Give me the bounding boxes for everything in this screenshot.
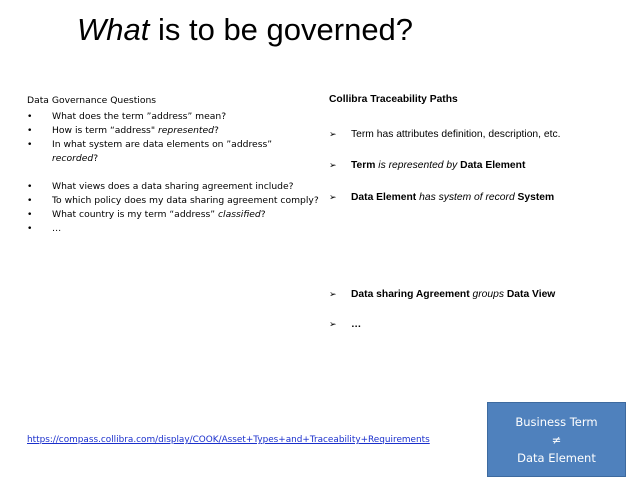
arrow-bullet-icon: ➢ (329, 192, 337, 202)
path-item (329, 190, 554, 205)
callout-line-3: Data Element (517, 451, 596, 465)
bullet-icon: • (27, 111, 33, 122)
question-item (27, 180, 319, 194)
path-ellipsis: … (351, 319, 362, 330)
question-text: To which policy does my data sharing agreement comply? (52, 195, 319, 206)
path-relation: is represented by (375, 160, 461, 171)
title-rest: is to be governed? (149, 12, 414, 47)
bullet-icon: • (27, 181, 33, 192)
question-item (27, 222, 319, 236)
slide-title (77, 12, 413, 48)
question-text: … (52, 223, 62, 234)
callout-line-1: Business Term (515, 415, 598, 429)
question-item (27, 124, 319, 138)
question-text: ? (93, 153, 99, 164)
path-item (329, 158, 525, 173)
path-relation: groups (469, 289, 507, 300)
arrow-bullet-icon: ➢ (329, 160, 337, 170)
arrow-bullet-icon: ➢ (329, 319, 337, 329)
path-subject: Data Element (351, 192, 417, 203)
governance-questions (27, 94, 319, 236)
business-term-callout (487, 402, 626, 477)
bullet-icon: • (27, 223, 33, 234)
question-emphasis: classified (217, 209, 261, 220)
bullet-icon: • (27, 125, 33, 136)
bullet-icon: • (27, 195, 33, 206)
arrow-bullet-icon: ➢ (329, 289, 337, 299)
question-emphasis: recorded (52, 153, 94, 164)
title-emphasis: What (77, 12, 150, 47)
question-text: How is term “address" (52, 125, 158, 136)
bullet-icon: • (27, 139, 33, 150)
traceability-requirements-link[interactable]: https://compass.collibra.com/display/COOK/Asset+Types+and+Traceability+Requirements (27, 435, 430, 445)
question-text: What does the term ”address” mean? (52, 111, 227, 122)
bullet-icon: • (27, 209, 33, 220)
paths-heading: Collibra Traceability Paths (329, 94, 458, 105)
question-item (27, 138, 319, 166)
path-object: Data View (506, 289, 556, 300)
question-text: What country is my term “address” (52, 209, 218, 220)
question-item (27, 208, 319, 222)
questions-heading: Data Governance Questions (27, 95, 157, 106)
path-item (329, 287, 555, 302)
path-item (329, 317, 361, 332)
path-text: Term has attributes definition, description, etc. (351, 129, 561, 140)
path-item (329, 127, 560, 142)
question-emphasis: represented (157, 125, 215, 136)
question-item (27, 194, 319, 208)
question-text: What views does a data sharing agreement include? (52, 181, 294, 192)
path-relation: has system of record (416, 192, 518, 203)
question-text: ? (214, 125, 219, 136)
path-object: System (517, 192, 555, 203)
callout-not-equal: ≠ (551, 433, 562, 447)
traceability-paths (329, 92, 629, 330)
arrow-bullet-icon: ➢ (329, 129, 337, 139)
question-text: In what system are data elements on ”address” (52, 139, 273, 150)
path-subject: Term (351, 160, 376, 171)
path-subject: Data sharing Agreement (351, 289, 470, 300)
question-text: ? (260, 209, 266, 220)
question-item (27, 110, 319, 124)
path-object: Data Element (460, 160, 526, 171)
